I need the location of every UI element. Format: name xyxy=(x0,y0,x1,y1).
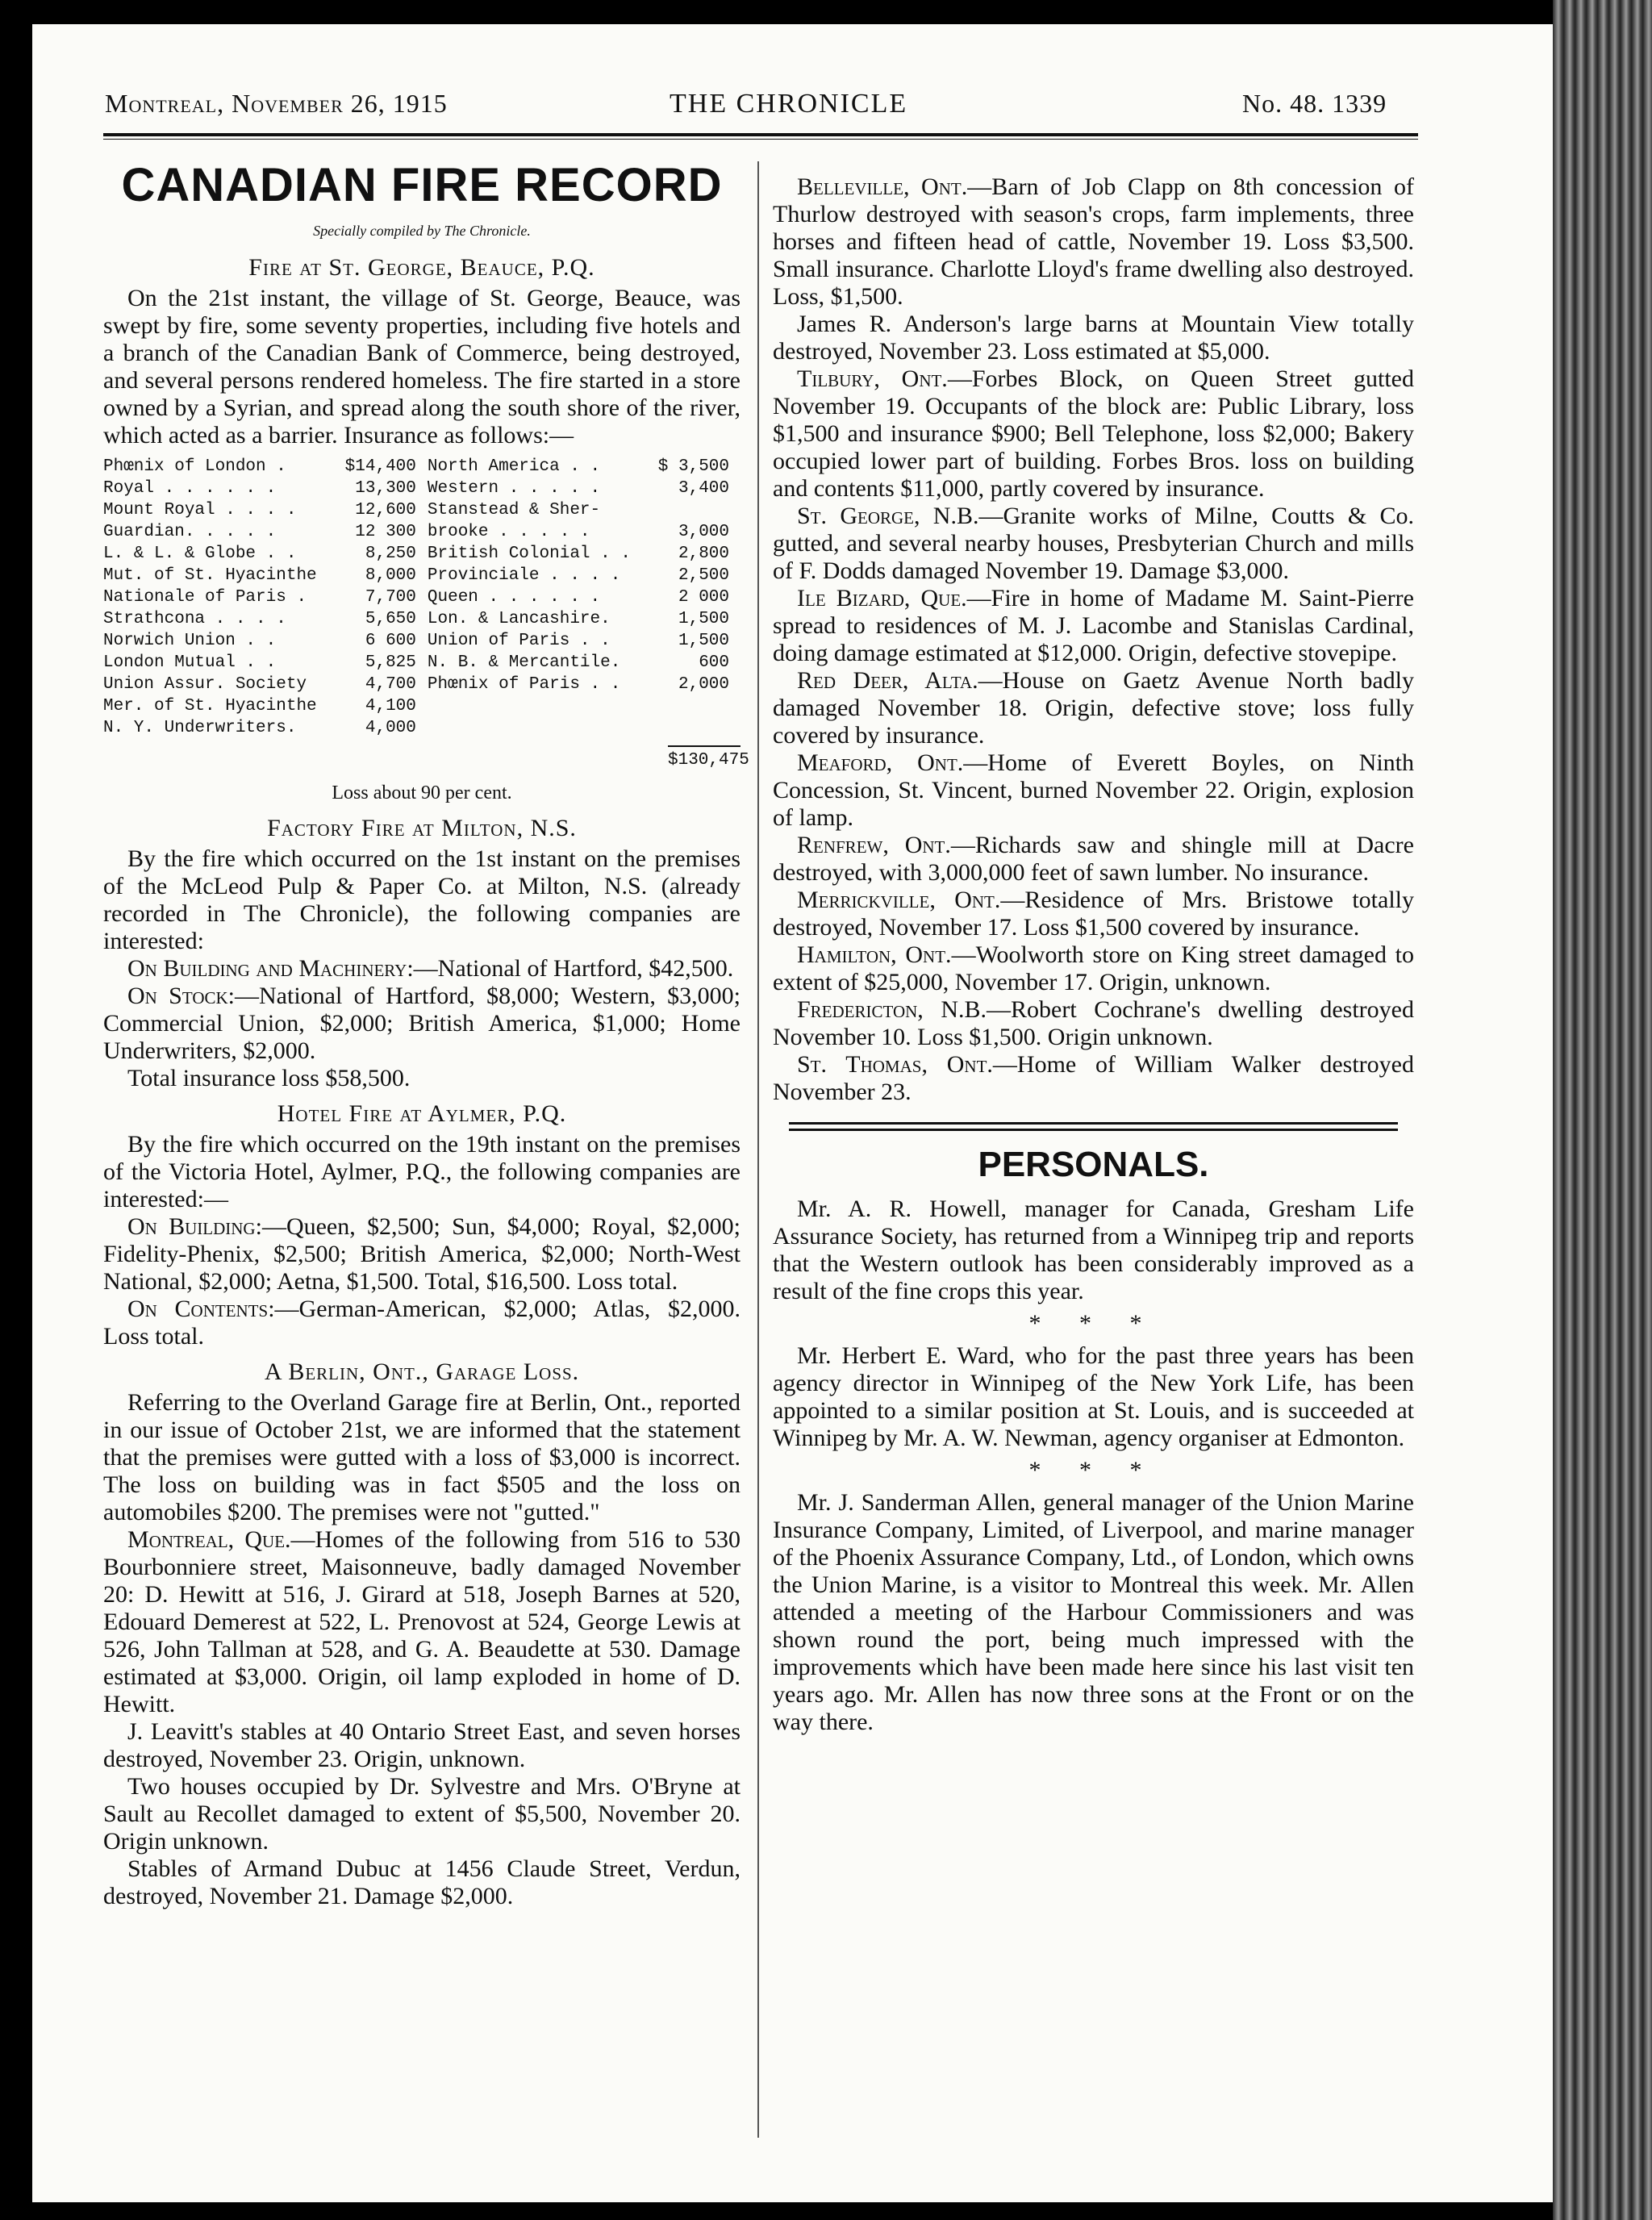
insurer-amount: 12 300 xyxy=(355,523,416,541)
fire-item-place: Ile Bizard, Que. xyxy=(797,585,967,611)
aylmer-text: By the fire which occurred on the 19th instant on the premises of the Victoria Hotel, Aylmer, P.Q., the following companies are interested:— xyxy=(103,1131,740,1212)
insurer-amount: 2 000 xyxy=(678,588,729,607)
fire-item-place: Hamilton, Ont. xyxy=(797,941,952,968)
left-column xyxy=(103,157,749,1910)
insurer-name: Mut. of St. Hyacinthe xyxy=(103,566,317,585)
header-date: Montreal, November 26, 1915 xyxy=(105,89,448,118)
fire-item xyxy=(773,1051,1414,1106)
header-publication: THE CHRONICLE xyxy=(670,89,908,119)
insurance-row xyxy=(103,674,740,695)
fire-item-text: —Residence of Mrs. Bristowe totally destroyed, November 17. Loss $1,500 covered by insurance. xyxy=(773,887,1415,941)
fire-item-text: —Fire in home of Madame M. Saint-Pierre spread to residences of M. J. Lacombe and Stanislas Cardinal, doing damage estimated at $12,000. Origin, defective stovepipe. xyxy=(773,585,1414,666)
milton-total: Total insurance loss $58,500. xyxy=(127,1065,411,1091)
left-fire-items xyxy=(103,1526,740,1910)
fire-item xyxy=(103,1526,740,1718)
insurer-name: Guardian. . . . . xyxy=(103,523,277,541)
st-george-text: On the 21st instant, the village of St. George, Beauce, was swept by fire, some seventy properties, including five hotels and a branch of the Canadian Bank of Commerce, being destroyed, and several persons rendered homeless. The fire started in a store owned by a Syrian, and spread along the south shore of the river, which acted as a barrier. Insurance as follows:— xyxy=(103,285,740,449)
personal-paragraph: Mr. J. Sanderman Allen, general manager of the Union Marine Insurance Company, Limited, of Liverpool, and marine manager of the Phoenix Assurance Company, Ltd., of London, which owns the Union Marine, is a visitor to Montreal this week. Mr. Allen attended a meeting of the Harbour Commissioners and was shown round the port, being much impressed with the improvements which have been made here since his last visit ten years ago. Mr. Allen has now three sons at the Front or on the way there. xyxy=(773,1489,1414,1735)
insurer-amount: 8,000 xyxy=(365,566,416,585)
insurer-amount: 600 xyxy=(699,653,729,672)
insurer-amount: 1,500 xyxy=(678,610,729,628)
insurer-amount: 5,825 xyxy=(365,653,416,672)
fire-item-text: J. Leavitt's stables at 40 Ontario Street East, and seven horses destroyed, November 23. Origin, unknown. xyxy=(103,1718,740,1772)
insurance-row xyxy=(103,456,740,478)
insurer-name: Stanstead & Sher- xyxy=(427,501,601,520)
insurance-row xyxy=(103,630,740,652)
header-issue-page: No. 48. 1339 xyxy=(1242,89,1387,118)
insurance-total: $130,475 xyxy=(668,745,740,774)
separator-stars: * * * xyxy=(1028,1457,1158,1483)
aylmer-building-label: On Building: xyxy=(127,1213,262,1240)
fire-item-text: —Homes of the following from 516 to 530 Bourbonniere street, Maisonneuve, badly damaged November 20: D. Hewitt at 516, J. Girard at 518, Joseph Barnes at 520, Edouard Demerest at 522, L. Prenovost at 524, George Lewis at 526, John Tallman at 528, and G. A. Beaudette at 530. Damage estimated at $3,000. Origin, oil lamp exploded in home of D. Hewitt. xyxy=(103,1526,740,1717)
milton-stock-label: On Stock: xyxy=(127,983,235,1009)
fire-item xyxy=(773,887,1414,941)
insurer-name: Norwich Union . . xyxy=(103,632,277,650)
loss-note: Loss about 90 per cent. xyxy=(332,782,512,803)
insurer-name: Mount Royal . . . . xyxy=(103,501,297,520)
berlin-text: Referring to the Overland Garage fire at Berlin, Ont., reported in our issue of October 21st, we are informed that the statement that the premises were gutted with a loss of $3,000 is incorrect. The loss on building was in fact $505 and the loss on automobiles $200. The premises were not "gutted." xyxy=(103,1389,740,1525)
insurance-table xyxy=(103,456,740,739)
insurance-row xyxy=(103,586,740,608)
insurer-name xyxy=(428,695,650,717)
insurer-name: Union Assur. Society xyxy=(103,675,307,694)
insurance-row xyxy=(103,652,740,674)
milton-stock-text: —National of Hartford, $8,000; Western, $3,000; Commercial Union, $2,000; British America, $1,000; Home Underwriters, $2,000. xyxy=(103,983,741,1064)
insurer-amount: $ 3,500 xyxy=(657,457,729,476)
milton-building-text: —National of Hartford, $42,500. xyxy=(413,955,734,982)
insurer-name: Phœnix of Paris . . xyxy=(427,675,621,694)
aylmer-heading: Hotel Fire at Aylmer, P.Q. xyxy=(277,1100,567,1127)
insurer-name: Lon. & Lancashire. xyxy=(427,610,611,628)
fire-item-text: —Robert Cochrane's dwelling destroyed November 10. Loss $1,500. Origin unknown. xyxy=(773,996,1414,1050)
fire-item-text: Stables of Armand Dubuc at 1456 Claude Street, Verdun, destroyed, November 21. Damage $2,000. xyxy=(103,1855,740,1909)
fire-item xyxy=(773,503,1414,585)
insurer-amount: 13,300 xyxy=(355,479,416,498)
header-rule xyxy=(103,133,1418,136)
fire-item xyxy=(773,832,1414,887)
fire-item-text: Two houses occupied by Dr. Sylvestre and Mrs. O'Bryne at Sault au Recollet damaged to extent of $5,500, November 20. Origin unknown. xyxy=(103,1773,740,1855)
milton-building xyxy=(103,955,740,983)
right-column xyxy=(773,173,1414,1736)
insurer-name: London Mutual . . xyxy=(103,653,277,672)
insurer-name: N. Y. Underwriters. xyxy=(103,719,297,737)
fire-item xyxy=(773,996,1414,1051)
insurer-name: Western . . . . . xyxy=(427,479,601,498)
book-page-edges xyxy=(1553,0,1652,2220)
insurance-row xyxy=(103,543,740,565)
insurer-amount xyxy=(650,717,740,739)
fire-item-place: Fredericton, N.B. xyxy=(797,996,987,1023)
fire-item-place: St. George, N.B. xyxy=(797,503,979,529)
fire-item-place: Belleville, Ont. xyxy=(797,173,968,200)
fire-item-place: Red Deer, Alta. xyxy=(797,667,978,694)
fire-record-title: CANADIAN FIRE RECORD xyxy=(121,159,723,211)
aylmer-building xyxy=(103,1213,740,1296)
insurance-row xyxy=(103,608,740,630)
insurer-amount: 7,700 xyxy=(365,588,416,607)
milton-text: By the fire which occurred on the 1st instant on the premises of the McLeod Pulp & Paper Co. at Milton, N.S. (already recorded in The Chronicle), the following companies are interested: xyxy=(103,845,740,954)
insurer-amount: 4,100 xyxy=(365,697,416,716)
insurer-amount: 12,600 xyxy=(355,501,416,520)
fire-item xyxy=(773,311,1414,365)
insurer-amount xyxy=(650,695,740,717)
insurer-amount: 4,700 xyxy=(365,675,416,694)
aylmer-contents-label: On Contents: xyxy=(127,1296,275,1322)
fire-item-place: Tilbury, Ont. xyxy=(797,365,948,392)
aylmer-contents-text: —German-American, $2,000; Atlas, $2,000. Loss total. xyxy=(103,1296,740,1350)
insurer-amount xyxy=(650,499,740,521)
section-divider xyxy=(789,1122,1398,1131)
insurer-name: Royal . . . . . . xyxy=(103,479,277,498)
fire-item-text: —Richards saw and shingle mill at Dacre destroyed, with 3,000,000 feet of sawn lumber. No insurance. xyxy=(773,832,1414,886)
fire-item-text: —Granite works of Milne, Coutts & Co. gutted, and several nearby houses, Presbyterian Church and mills of F. Dodds damaged November 19. Damage $3,000. xyxy=(773,503,1414,584)
insurer-amount: 3,400 xyxy=(678,479,729,498)
byline: Specially compiled by The Chronicle. xyxy=(313,223,531,239)
insurer-amount: 3,000 xyxy=(678,523,729,541)
personals-title: PERSONALS. xyxy=(978,1145,1209,1184)
insurer-name: Phœnix of London . xyxy=(103,457,286,476)
fire-item xyxy=(773,667,1414,749)
fire-item xyxy=(773,173,1414,311)
fire-item xyxy=(103,1855,740,1910)
fire-item-text: —House on Gaetz Avenue North badly damaged November 18. Origin, defective stove; loss fully covered by insurance. xyxy=(773,667,1414,749)
insurer-amount: $14,400 xyxy=(344,457,416,476)
insurer-name: North America . . xyxy=(427,457,601,476)
insurance-row xyxy=(103,717,740,739)
fire-item-text: —Home of Everett Boyles, on Ninth Concession, St. Vincent, burned November 22. Origin, explosion of lamp. xyxy=(773,749,1415,831)
insurer-name: Strathcona . . . . xyxy=(103,610,286,628)
insurer-name: L. & L. & Globe . . xyxy=(103,545,297,563)
fire-item xyxy=(773,365,1414,503)
milton-stock xyxy=(103,983,740,1065)
insurer-name: Nationale of Paris . xyxy=(103,588,307,607)
separator-stars: * * * xyxy=(1028,1310,1158,1337)
insurance-row xyxy=(103,695,740,717)
personal-paragraph: Mr. Herbert E. Ward, who for the past three years has been agency director in Winnipeg of the New York Life, has been appointed to a similar position at St. Louis, and is succeeded at Winnipeg by Mr. A. W. Newman, agency organiser at Edmonton. xyxy=(773,1342,1414,1451)
insurer-name xyxy=(428,717,650,739)
insurance-row xyxy=(103,499,740,521)
insurer-name: Union of Paris . . xyxy=(427,632,611,650)
personal-paragraph: Mr. A. R. Howell, manager for Canada, Gresham Life Assurance Society, has returned from a Winnipeg trip and reports that the Western outlook has been considerably improved as a result of the fine crops this year. xyxy=(773,1196,1414,1304)
berlin-heading: A Berlin, Ont., Garage Loss. xyxy=(264,1358,580,1385)
fire-item xyxy=(103,1773,740,1855)
fire-item-text: —Woolworth store on King street damaged to extent of $25,000, November 17. Origin, unknown. xyxy=(773,941,1414,995)
fire-item xyxy=(103,1718,740,1773)
fire-item-place: Renfrew, Ont. xyxy=(797,832,951,858)
insurer-amount: 4,000 xyxy=(365,719,416,737)
fire-item-place: Meaford, Ont. xyxy=(797,749,964,776)
insurer-name: Mer. of St. Hyacinthe xyxy=(103,697,317,716)
fire-item xyxy=(773,585,1414,667)
insurance-row xyxy=(103,565,740,586)
insurer-amount: 6 600 xyxy=(365,632,416,650)
insurer-amount: 1,500 xyxy=(678,632,729,650)
column-divider xyxy=(757,161,759,2138)
fire-item-place: Montreal, Que. xyxy=(127,1526,291,1553)
st-george-heading: Fire at St. George, Beauce, P.Q. xyxy=(248,254,595,281)
fire-item xyxy=(773,941,1414,996)
header-rule-thin xyxy=(103,139,1418,140)
insurer-amount: 2,800 xyxy=(678,545,729,563)
insurer-amount: 2,500 xyxy=(678,566,729,585)
aylmer-contents xyxy=(103,1296,740,1350)
fire-item-text: —Forbes Block, on Queen Street gutted November 19. Occupants of the block are: Public Library, loss $1,500 and insurance $900; Bell Telephone, loss $2,000; Bakery occupied lower part of building. Forbes Bros. loss on building and contents $11,000, partly covered by insurance. xyxy=(773,365,1414,502)
fire-item-text: —Home of William Walker destroyed November 23. xyxy=(773,1051,1414,1105)
fire-item-place: Merrickville, Ont. xyxy=(797,887,1001,913)
aylmer-building-text: —Queen, $2,500; Sun, $4,000; Royal, $2,000; Fidelity-Phenix, $2,500; British America, $2,000; North-West National, $2,000; Aetna, $1,500. Total, $16,500. Loss total. xyxy=(103,1213,740,1295)
fire-item-text: —Barn of Job Clapp on 8th concession of Thurlow destroyed with season's crops, farm implements, three horses and fifteen head of cattle, November 19. Loss $3,500. Small insurance. Charlotte Lloyd's frame dwelling also destroyed. Loss, $1,500. xyxy=(773,173,1414,310)
right-fire-items xyxy=(773,173,1414,1106)
fire-item-place: St. Thomas, Ont. xyxy=(797,1051,993,1078)
fire-item-text: James R. Anderson's large barns at Mountain View totally destroyed, November 23. Loss estimated at $5,000. xyxy=(773,311,1414,365)
fire-item xyxy=(773,749,1414,832)
insurance-row xyxy=(103,521,740,543)
insurer-amount: 5,650 xyxy=(365,610,416,628)
insurer-name: Queen . . . . . . xyxy=(427,588,601,607)
milton-heading: Factory Fire at Milton, N.S. xyxy=(267,815,577,841)
insurer-name: Provinciale . . . . xyxy=(427,566,621,585)
milton-building-label: On Building and Machinery: xyxy=(127,955,414,982)
insurer-amount: 2,000 xyxy=(678,675,729,694)
insurer-name: N. B. & Mercantile. xyxy=(427,653,621,672)
insurance-row xyxy=(103,478,740,499)
insurer-name: British Colonial . . xyxy=(427,545,631,563)
insurer-amount: 8,250 xyxy=(365,545,416,563)
insurer-name: brooke . . . . . xyxy=(427,523,590,541)
